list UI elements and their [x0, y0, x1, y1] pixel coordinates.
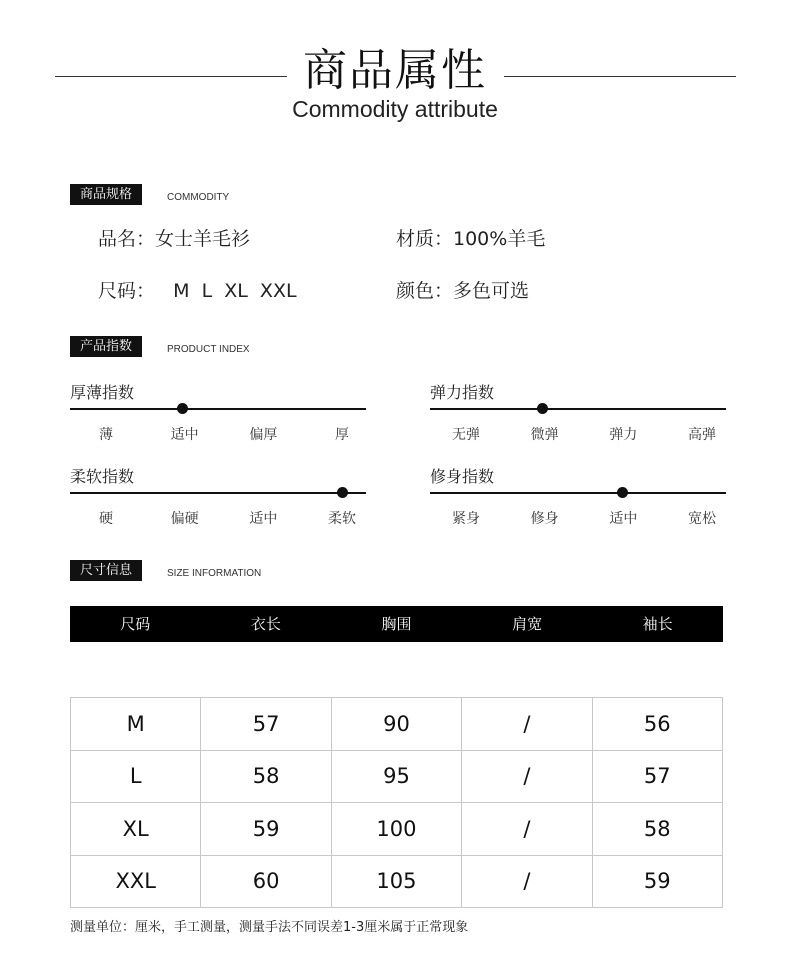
index-option: 宽松: [688, 511, 716, 527]
table-row: [71, 698, 723, 751]
cell: 57: [201, 698, 331, 751]
measurement-note: 测量单位：厘米，手工测量，测量手法不同误差1-3厘米属于正常现象: [70, 920, 469, 935]
index-title: 厚薄指数: [70, 383, 135, 402]
index-option: 柔软: [328, 511, 356, 527]
spec-section-label: 商品规格: [70, 184, 142, 205]
index-option: 弹力: [609, 427, 638, 443]
cell: /: [462, 698, 592, 751]
index-option: 适中: [609, 511, 638, 527]
cell: 59: [592, 855, 722, 908]
index-option: 偏厚: [249, 427, 278, 443]
cell: 90: [331, 698, 461, 751]
index-option: 厚: [335, 427, 349, 443]
index-option: 适中: [170, 427, 199, 443]
cell: 60: [201, 855, 331, 908]
cell: /: [462, 803, 592, 856]
size-table: [70, 697, 723, 908]
spec-name: 品名：女士羊毛衫: [98, 228, 251, 250]
index-section-label: 产品指数: [70, 336, 142, 357]
index-title: 弹力指数: [430, 383, 495, 402]
index-option: 紧身: [452, 511, 480, 527]
index-option: 偏硬: [170, 511, 199, 527]
index-marker: [537, 403, 548, 414]
cell: 56: [592, 698, 722, 751]
index-title: 修身指数: [430, 467, 495, 486]
cell: 59: [201, 803, 331, 856]
cell: 105: [331, 855, 461, 908]
index-option: 硬: [99, 511, 113, 527]
cell: /: [462, 750, 592, 803]
index-title: 柔软指数: [70, 467, 135, 486]
page-subtitle: Commodity attribute: [292, 96, 498, 122]
cell: 57: [592, 750, 722, 803]
table-row: [71, 803, 723, 856]
size-table-header: [70, 606, 723, 642]
spec-section-sub: COMMODITY: [167, 192, 230, 203]
index-option: 无弹: [452, 427, 480, 443]
spec-color: 颜色：多色可选: [396, 280, 530, 302]
index-option: 微弹: [530, 427, 559, 443]
page-title: 商品属性: [303, 45, 487, 96]
index-option: 薄: [99, 427, 113, 443]
cell: 58: [201, 750, 331, 803]
index-section-sub: PRODUCT INDEX: [167, 344, 250, 355]
size-section-sub: SIZE INFORMATION: [167, 568, 262, 579]
index-option: 适中: [249, 511, 278, 527]
table-row: [71, 855, 723, 908]
cell: /: [462, 855, 592, 908]
index-track: [70, 492, 366, 494]
cell: 58: [592, 803, 722, 856]
index-track: [70, 408, 366, 410]
spec-material: 材质：100%羊毛: [396, 228, 546, 250]
cell: XXL: [71, 855, 201, 908]
header-cell: 胸围: [381, 615, 412, 633]
index-marker: [617, 487, 628, 498]
table-row: [71, 750, 723, 803]
spec-size: 尺码： M L XL XXL: [98, 280, 297, 302]
size-section-label: 尺寸信息: [70, 560, 142, 581]
cell: L: [71, 750, 201, 803]
header-cell: 袖长: [642, 615, 673, 633]
index-marker: [177, 403, 188, 414]
index-option: 高弹: [688, 427, 716, 443]
cell: 95: [331, 750, 461, 803]
header-cell: 衣长: [250, 615, 281, 633]
index-track: [430, 492, 726, 494]
header-cell: 尺码: [120, 615, 151, 633]
index-marker: [337, 487, 348, 498]
cell: M: [71, 698, 201, 751]
index-option: 修身: [530, 511, 559, 527]
header-cell: 肩宽: [512, 615, 543, 633]
index-track: [430, 408, 726, 410]
cell: 100: [331, 803, 461, 856]
cell: XL: [71, 803, 201, 856]
